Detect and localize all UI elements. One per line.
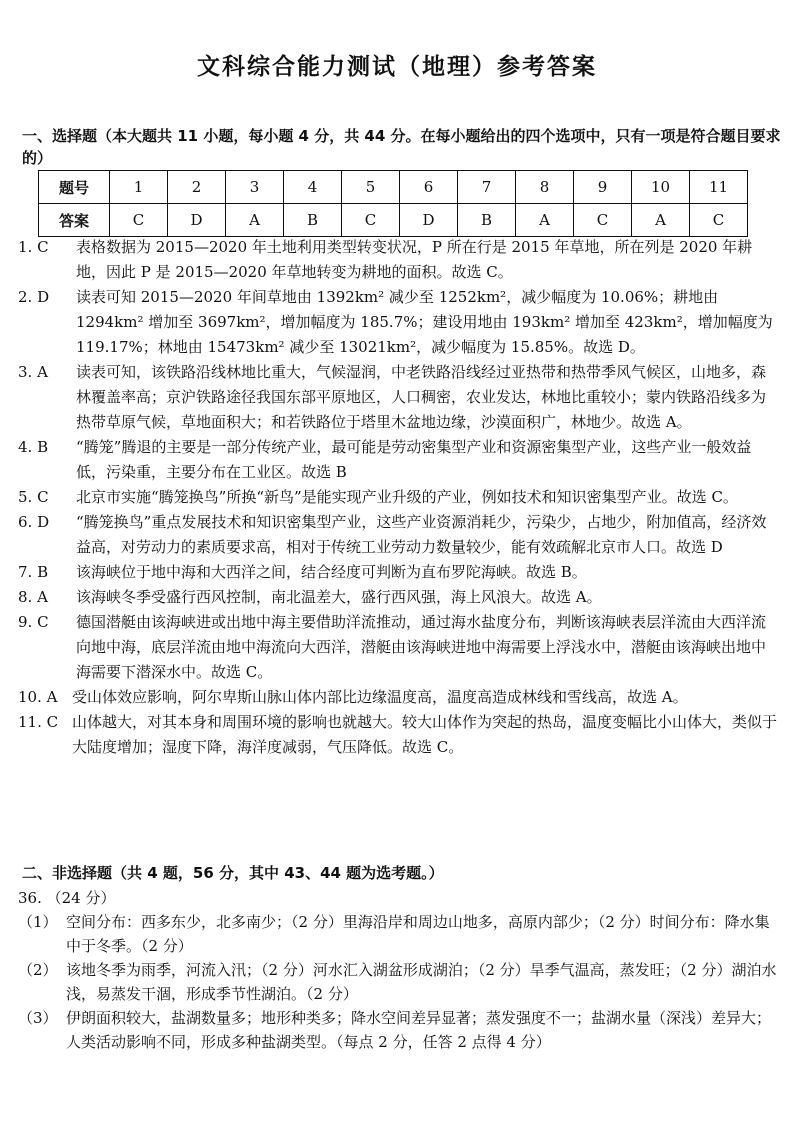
table-cell-number: 8 [516, 171, 574, 204]
item-number: 8. A [18, 588, 48, 606]
section2-heading: 二、非选择题（共 4 题，56 分，其中 43、44 题为选考题。） [22, 864, 444, 882]
item-number: 9. C [18, 613, 49, 631]
item-text: 北京市实施“腾笼换鸟”所换“新鸟”是能实现产业升级的产业，例如技术和知识密集型产业。故选 C。 [76, 488, 738, 506]
row-label-number: 题号 [39, 171, 110, 204]
table-cell-number: 6 [400, 171, 458, 204]
item-number: 2. D [18, 288, 50, 306]
sub-text: 该地冬季为雨季，河流入汛；（2 分）河水汇入湖盆形成湖泊；（2 分）旱季气温高，蒸发旺；（2 分）湖泊水浅，易蒸发干涸，形成季节性湖泊。（2 分） [66, 961, 777, 1003]
item-text: 该海峡冬季受盛行西风控制，南北温差大，盛行西风强，海上风浪大。故选 A。 [76, 588, 602, 606]
sub-number: （2） [18, 961, 58, 979]
item-number: 11. C [18, 713, 59, 731]
list-item [18, 285, 778, 360]
item-text: 受山体效应影响，阿尔卑斯山脉山体内部比边缘温度高，温度高造成林线和雪线高，故选 A。 [72, 688, 688, 706]
table-cell-answer: D [168, 204, 226, 237]
item-number: 1. C [18, 238, 49, 256]
table-cell-number: 4 [284, 171, 342, 204]
table-cell-answer: A [632, 204, 690, 237]
list-item [18, 710, 778, 760]
item-text: “腾笼”腾退的主要是一部分传统产业，最可能是劳动密集型产业和资源密集型产业，这些产业一般效益低，污染重，主要分布在工业区。故选 B [76, 438, 752, 481]
item-number: 7. B [18, 563, 49, 581]
item-number: 6. D [18, 513, 50, 531]
table-cell-number: 7 [458, 171, 516, 204]
table-cell-number: 11 [690, 171, 748, 204]
list-item [18, 235, 778, 285]
table-cell-number: 10 [632, 171, 690, 204]
sub-number: （3） [18, 1009, 58, 1027]
section1-heading: 一、选择题（本大题共 11 小题，每小题 4 分，共 44 分。在每小题给出的四个选项中，只有一项是符合题目要求的） [22, 127, 781, 167]
table-cell-answer: C [690, 204, 748, 237]
table-cell-answer: A [516, 204, 574, 237]
list-item [18, 610, 778, 685]
list-item [18, 485, 778, 510]
table-cell-answer: C [574, 204, 632, 237]
list-item [18, 435, 778, 485]
table-cell-number: 2 [168, 171, 226, 204]
explanation-list [18, 235, 778, 760]
item-text: 该海峡位于地中海和大西洋之间，结合经度可判断为直布罗陀海峡。故选 B。 [76, 563, 587, 581]
item-text: 读表可知 2015—2020 年间草地由 1392km² 减少至 1252km²，减少幅度为 10.06%；耕地由 1294km² 增加至 3697km²，增加幅度为 185.7%；建设用地由 193km² 增加至 423km²，增加幅度为 119.17%；林地由 15473km² 减少至 13021km²，减少幅度为 15.85%。故选 D。 [76, 288, 773, 356]
item-text: “腾笼换鸟”重点发展技术和知识密集型产业，这些产业资源消耗少，污染少，占地少，附加值高，经济效益高，对劳动力的素质要求高，相对于传统工业劳动力数量较少，能有效疏解北京市人口。故选 D [76, 513, 767, 556]
sub-answer [18, 1006, 778, 1054]
item-text: 读表可知，该铁路沿线林地比重大，气候湿润，中老铁路沿线经过亚热带和热带季风气候区，山地多，森林覆盖率高；京沪铁路途径我国东部平原地区，人口稠密，农业发达，林地比重较小；蒙内铁路沿线多为热带草原气候，草地面积大；和若铁路位于塔里木盆地边缘，沙漠面积广，林地少。故选 A。 [76, 363, 767, 431]
sub-text: 空间分布：西多东少，北多南少；（2 分）里海沿岸和周边山地多，高原内部少；（2 分）时间分布：降水集中于冬季。（2 分） [66, 913, 770, 955]
table-cell-answer: D [400, 204, 458, 237]
row-label-answer: 答案 [39, 204, 110, 237]
item-text: 山体越大，对其本身和周围环境的影响也就越大。较大山体作为突起的热岛，温度变幅比小山体大，类似于大陆度增加；湿度下降，海洋度减弱，气压降低。故选 C。 [72, 713, 778, 756]
answer-table [38, 170, 748, 237]
list-item [18, 560, 778, 585]
item-number: 4. B [18, 438, 49, 456]
page-title: 文科综合能力测试（地理）参考答案 [197, 54, 597, 80]
list-item [18, 360, 778, 435]
item-text: 德国潜艇由该海峡进或出地中海主要借助洋流推动，通过海水盐度分布，判断该海峡表层洋流由大西洋流向地中海，底层洋流由地中海流向大西洋，潜艇由该海峡进地中海需要上浮浅水中，潜艇由该海峡出地中海需要下潜深水中。故选 C。 [76, 613, 767, 681]
table-cell-answer: C [110, 204, 168, 237]
sub-number: （1） [18, 913, 58, 931]
list-item [18, 510, 778, 560]
sub-answer [18, 910, 778, 958]
table-cell-answer: B [458, 204, 516, 237]
question-36-label: 36. （24 分） [18, 889, 116, 907]
list-item [18, 585, 778, 610]
item-number: 10. A [18, 688, 58, 706]
table-cell-number: 1 [110, 171, 168, 204]
table-cell-answer: A [226, 204, 284, 237]
list-item [18, 685, 778, 710]
item-number: 3. A [18, 363, 48, 381]
sub-text: 伊朗面积较大，盐湖数量多；地形种类多；降水空间差异显著；蒸发强度不一；盐湖水量（深浅）差异大；人类活动影响不同，形成多种盐湖类型。（每点 2 分，任答 2 点得 4 分） [66, 1009, 772, 1051]
answer-table-answer-row [39, 204, 748, 237]
answer-table-number-row [39, 171, 748, 204]
sub-answer [18, 958, 778, 1006]
table-cell-number: 3 [226, 171, 284, 204]
item-number: 5. C [18, 488, 49, 506]
table-cell-answer: B [284, 204, 342, 237]
table-cell-answer: C [342, 204, 400, 237]
table-cell-number: 5 [342, 171, 400, 204]
table-cell-number: 9 [574, 171, 632, 204]
item-text: 表格数据为 2015—2020 年土地利用类型转变状况，P 所在行是 2015 年草地，所在列是 2020 年耕地，因此 P 是 2015—2020 年草地转变为耕地的面积。故选 C。 [76, 238, 753, 281]
question-36 [18, 886, 778, 1054]
